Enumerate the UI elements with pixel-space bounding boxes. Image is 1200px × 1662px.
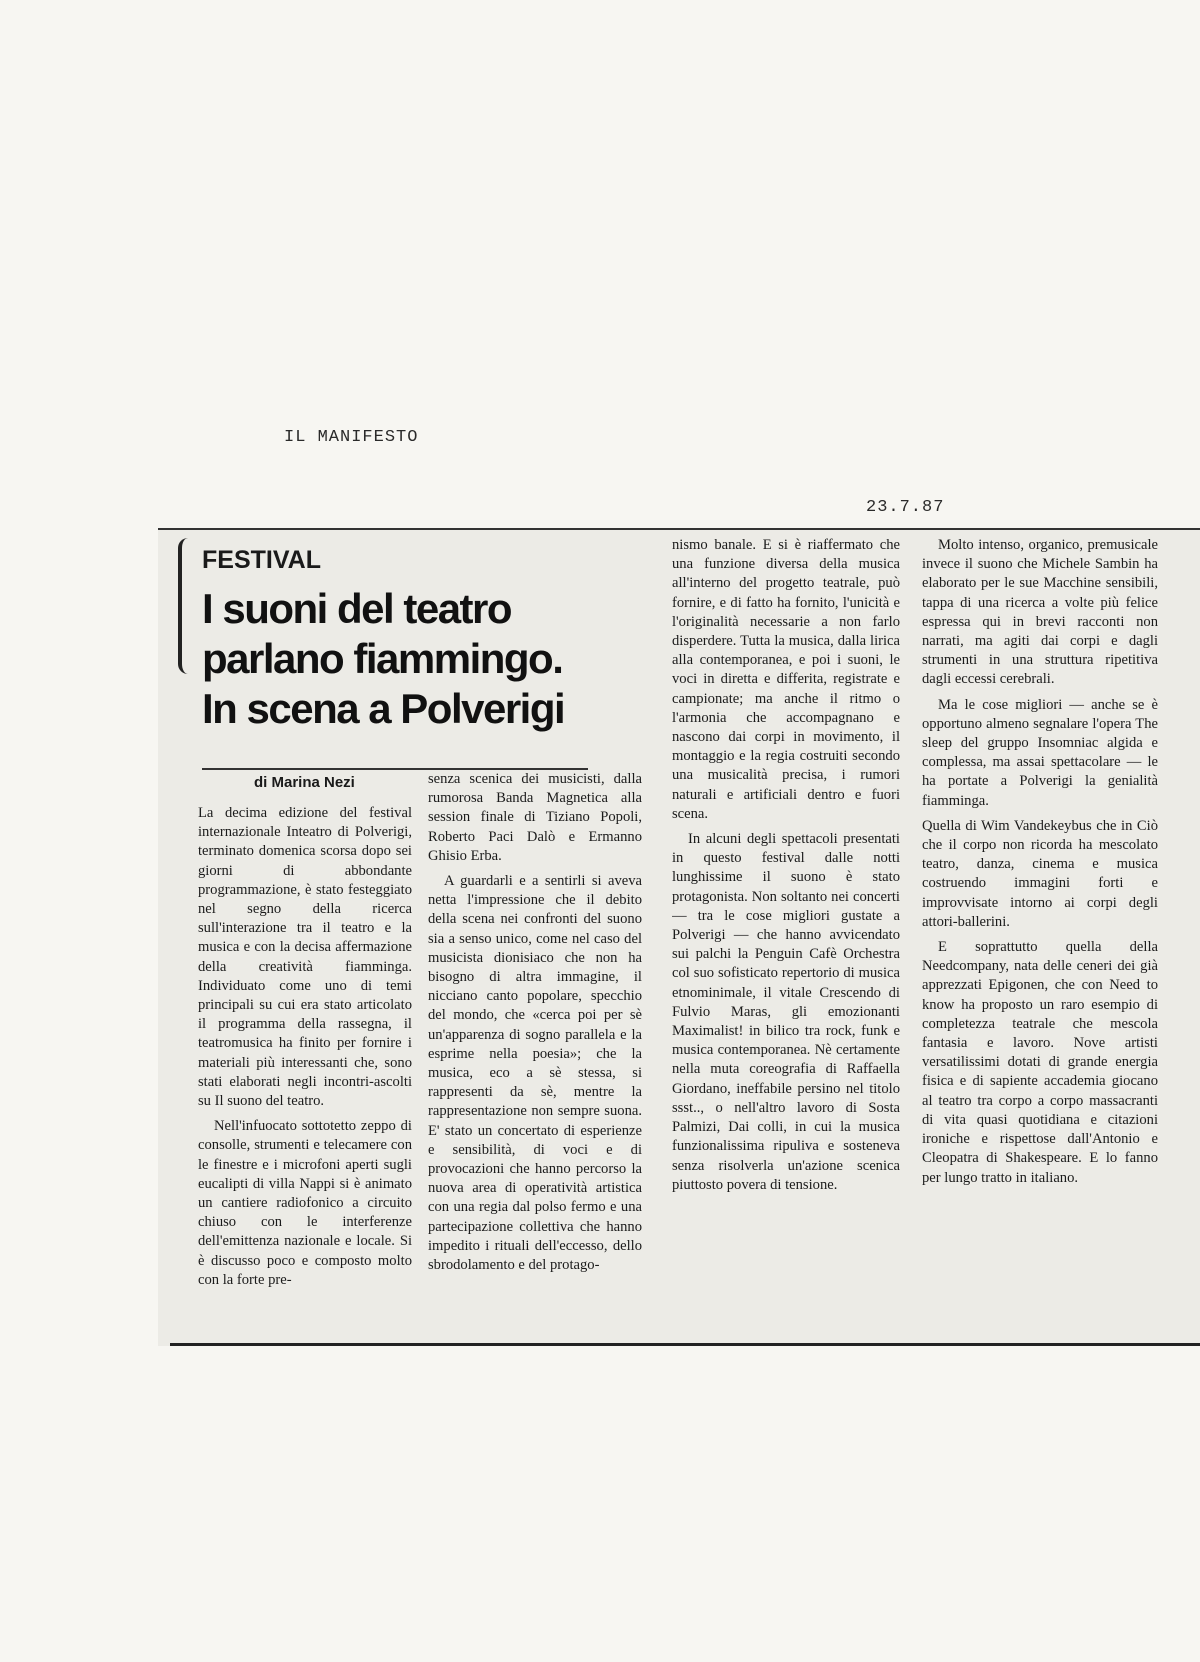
article-column-3 — [672, 536, 900, 1336]
paragraph: Ma le cose migliori — anche se è opportuno almeno segnalare l'opera The sleep del gruppo Insomniac algida e complessa, ma assai spettacolare — le ha portate a Polverigi la genialità fiamminga. — [922, 696, 1158, 809]
paragraph: senza scenica dei musicisti, dalla rumorosa Banda Magnetica alla session finale di Tiziano Popoli, Roberto Paci Dalò e Ermanno Ghisio Erba. — [428, 771, 642, 864]
paragraph: Molto intenso, organico, premusicale invece il suono che Michele Sambin ha elaborato per le sue Macchine sensibili, tappa di una ricerca a volte più felice espressa qui in brevi racconti non narrati, ma agiti dai corpi e dagli strumenti in una struttura ripetitiva dagli eccessi cerebrali. — [922, 537, 1158, 688]
article-column-2 — [428, 770, 642, 1340]
paragraph: E soprattutto quella della Needcompany, nata delle ceneri dei già apprezzati Epigonen, che con Need to know ha proposto un raro esempio di completezza teatrale che mescola fantasia e lavoro. Nove artisti versatilissimi dotati di grande energia fisica e di sapiente accademia giocano al teatro tra corpo a corpo massacranti di vita quasi quotidiana e citazioni ironiche e rispettose dall'Antonio e Cleopatra di Shakespeare. E lo fanno per lungo tratto in italiano. — [922, 939, 1158, 1186]
bottom-rule — [170, 1343, 1200, 1346]
newspaper-clipping — [158, 528, 1200, 1346]
byline: di Marina Nezi — [254, 774, 355, 791]
headline-line: parlano fiammingo. — [202, 635, 563, 682]
paragraph: Quella di Wim Vandekeybus che in Ciò che il corpo non ricorda ha mescolato teatro, danza, cinema e musica costruendo immagini forti e improvvisate intorno ai corpi degli attori-ballerini. — [922, 817, 1158, 930]
newspaper-name: IL MANIFESTO — [284, 428, 419, 447]
article-date: 23.7.87 — [866, 498, 945, 517]
headline — [202, 584, 642, 734]
top-rule — [158, 528, 1200, 530]
ink-mark — [178, 538, 188, 674]
article-column-4 — [922, 536, 1158, 1336]
paragraph: La decima edizione del festival internazionale Inteatro di Polverigi, terminato domenica scorsa dopo sei giorni di abbondante programmazione, è stato festeggiato nel segno della ricerca sull'interazione tra il teatro e la musica e con la decisa affermazione della creatività fiamminga. Individuato come uno di temi principali su cui era stato articolato il programma della rassegna, il teatromusica ha finito per fornire i materiali più interessanti che, sono stati elaborati negli incontri-ascolti su Il suono del teatro. — [198, 805, 412, 1110]
paragraph: nismo banale. E si è riaffermato che una funzione diversa della musica all'interno del progetto teatrale, può fornire, e di fatto ha fornito, l'unicità e l'originalità necessarie a non farlo disperdere. Tutta la musica, dalla lirica alla contemporanea, e poi i suoni, le voci in diretta e differita, registrate e campionate; ma anche il ritmo o l'armonia che accompagnano e nascono dai corpi in movimento, il montaggio e la regia costruiti secondo una musicalità precisa, i rumori naturali e artificiali dentro e fuori scena. — [672, 537, 900, 822]
paragraph: Nell'infuocato sottotetto zeppo di consolle, strumenti e telecamere con le finestre e i microfoni aperti sugli eucalipti di villa Nappi si è animato un cantiere radiofonico a circuito chiuso con le interferenze dell'emittenza nazionale e locale. Si è discusso poco e composto molto con la forte pre- — [198, 1118, 412, 1288]
paragraph: In alcuni degli spettacoli presentati in questo festival dalle notti lunghissime il suono è stato protagonista. Non soltanto nei concerti — tra le cose migliori gustate a Polverigi — che hanno avvicendato sui palchi la Penguin Cafè Orchestra col suo sofisticato repertorio di musica etnominimale, il vitale Crescendo di Fulvio Maras, gli emozionanti Maximalist! in bilico tra rock, funk e musica contemporanea. Nè certamente nella muta coreografia di Raffaella Giordano, ineffabile persino nel titolo ssst.., o nell'altro lavoro di Sosta Palmizi, Dai colli, in cui la musica funzionalissima ripuliva e sosteneva senza risolverla un'azione scenica piuttosto povera di tensione. — [672, 831, 900, 1193]
article-column-1 — [198, 804, 412, 1334]
headline-line: In scena a Polverigi — [202, 685, 565, 732]
section-kicker: FESTIVAL — [202, 546, 321, 574]
paragraph: A guardarli e a sentirli si aveva netta l'impressione che il debito della scena nei confronti del suono sia a senso unico, come nel caso del musicista dionisiaco che non ha bisogno di altra immagine, il nicciano canto popolare, specchio del mondo, che «cerca poi per sè un'apparenza di sogno parallela e la esprime nella poesia»; che la musica, eco a sè stessa, si rappresenti da sè, mentre la rappresentazione non sempre suona. E' stato un concertato di esperienze e sensibilità, di voci e di provocazioni che hanno percorso la nuova area di operatività artistica con una regia dal polso fermo e una partecipazione collettiva che hanno impedito i rituali dell'eccesso, dello sbrodolamento e del protago- — [428, 873, 642, 1274]
headline-line: I suoni del teatro — [202, 585, 512, 632]
